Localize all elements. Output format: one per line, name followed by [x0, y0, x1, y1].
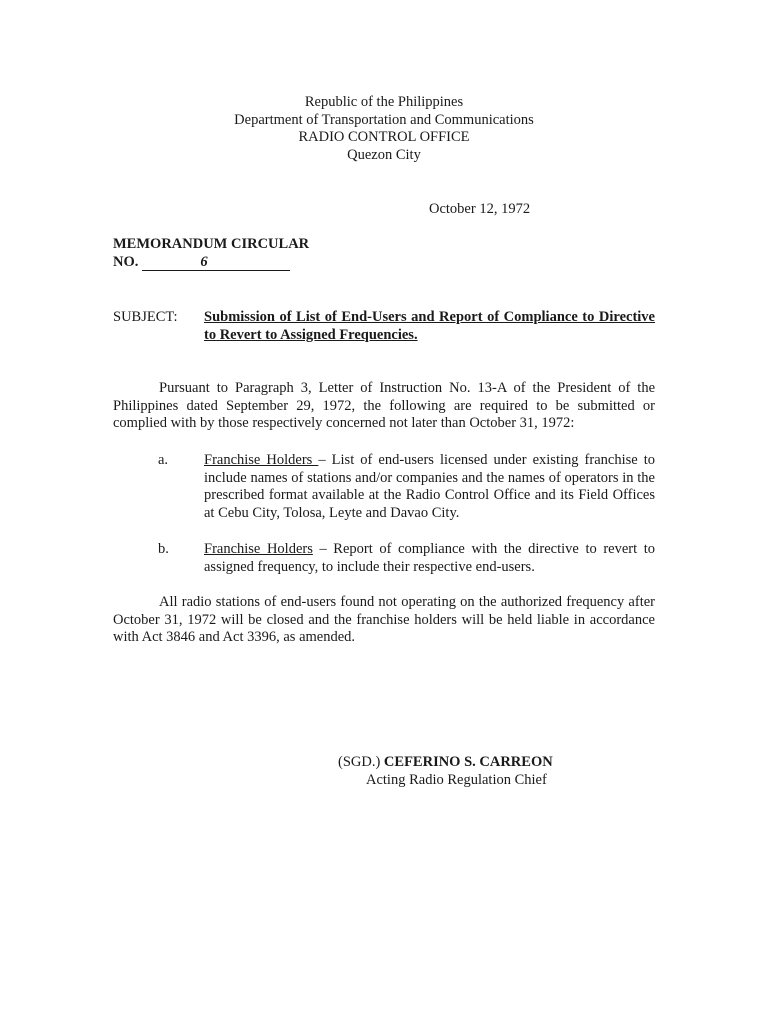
memo-title: MEMORANDUM CIRCULAR	[113, 236, 310, 252]
list-item	[158, 452, 655, 522]
list-item-text: – Report of compliance with the directive to revert to assigned frequency, to include their respective end-users.	[204, 541, 655, 575]
letterhead-department: Department of Transportation and Communications	[234, 111, 534, 128]
list-item-heading: Franchise Holders	[204, 452, 319, 468]
body-paragraph-1: Pursuant to Paragraph 3, Letter of Instruction No. 13-A of the President of the Philippines dated September 29, 1972, the following are required to be submitted or complied with by those respectively concerned not later than October 31, 1972:	[113, 380, 655, 431]
signature-line	[338, 754, 553, 772]
list-item-heading: Franchise Holders	[204, 541, 313, 557]
subject-label: SUBJECT:	[113, 309, 178, 325]
list-item	[158, 541, 655, 576]
subject-text: Submission of List of End-Users and Report of Compliance to Directive to Revert to Assigned Frequencies.	[204, 309, 655, 343]
signatory-title: Acting Radio Regulation Chief	[366, 771, 547, 788]
body-paragraph-2: All radio stations of end-users found not operating on the authorized frequency after October 31, 1972 will be closed and the franchise holders will be held liable in accordance with Act 3846 and Act 3396, as amended.	[113, 594, 655, 645]
list-item-body	[204, 541, 655, 576]
memo-number-label: NO.	[113, 254, 139, 270]
list-item-marker: b.	[158, 541, 169, 557]
list-item-body	[204, 452, 655, 522]
letterhead-city: Quezon City	[347, 146, 421, 163]
memo-number-value: 6	[200, 254, 208, 270]
list-item-text: – List of end-users licensed under existing franchise to include names of stations and/or companies and the names of operators in the prescribed format available at the Radio Control Office and its Field Offices at Cebu City, Tolosa, Leyte and Davao City.	[204, 452, 656, 521]
list-item-marker: a.	[158, 452, 169, 468]
signature-prefix: (SGD.)	[338, 754, 384, 770]
signatory-name: CEFERINO S. CARREON	[383, 754, 553, 770]
memo-number-field	[142, 255, 290, 271]
letterhead-republic: Republic of the Philippines	[304, 94, 464, 110]
document-date: October 12, 1972	[429, 201, 531, 217]
letterhead	[0, 94, 768, 164]
signature-block	[338, 754, 553, 789]
memo-number-line	[113, 254, 290, 272]
letterhead-office: RADIO CONTROL OFFICE	[298, 129, 470, 145]
